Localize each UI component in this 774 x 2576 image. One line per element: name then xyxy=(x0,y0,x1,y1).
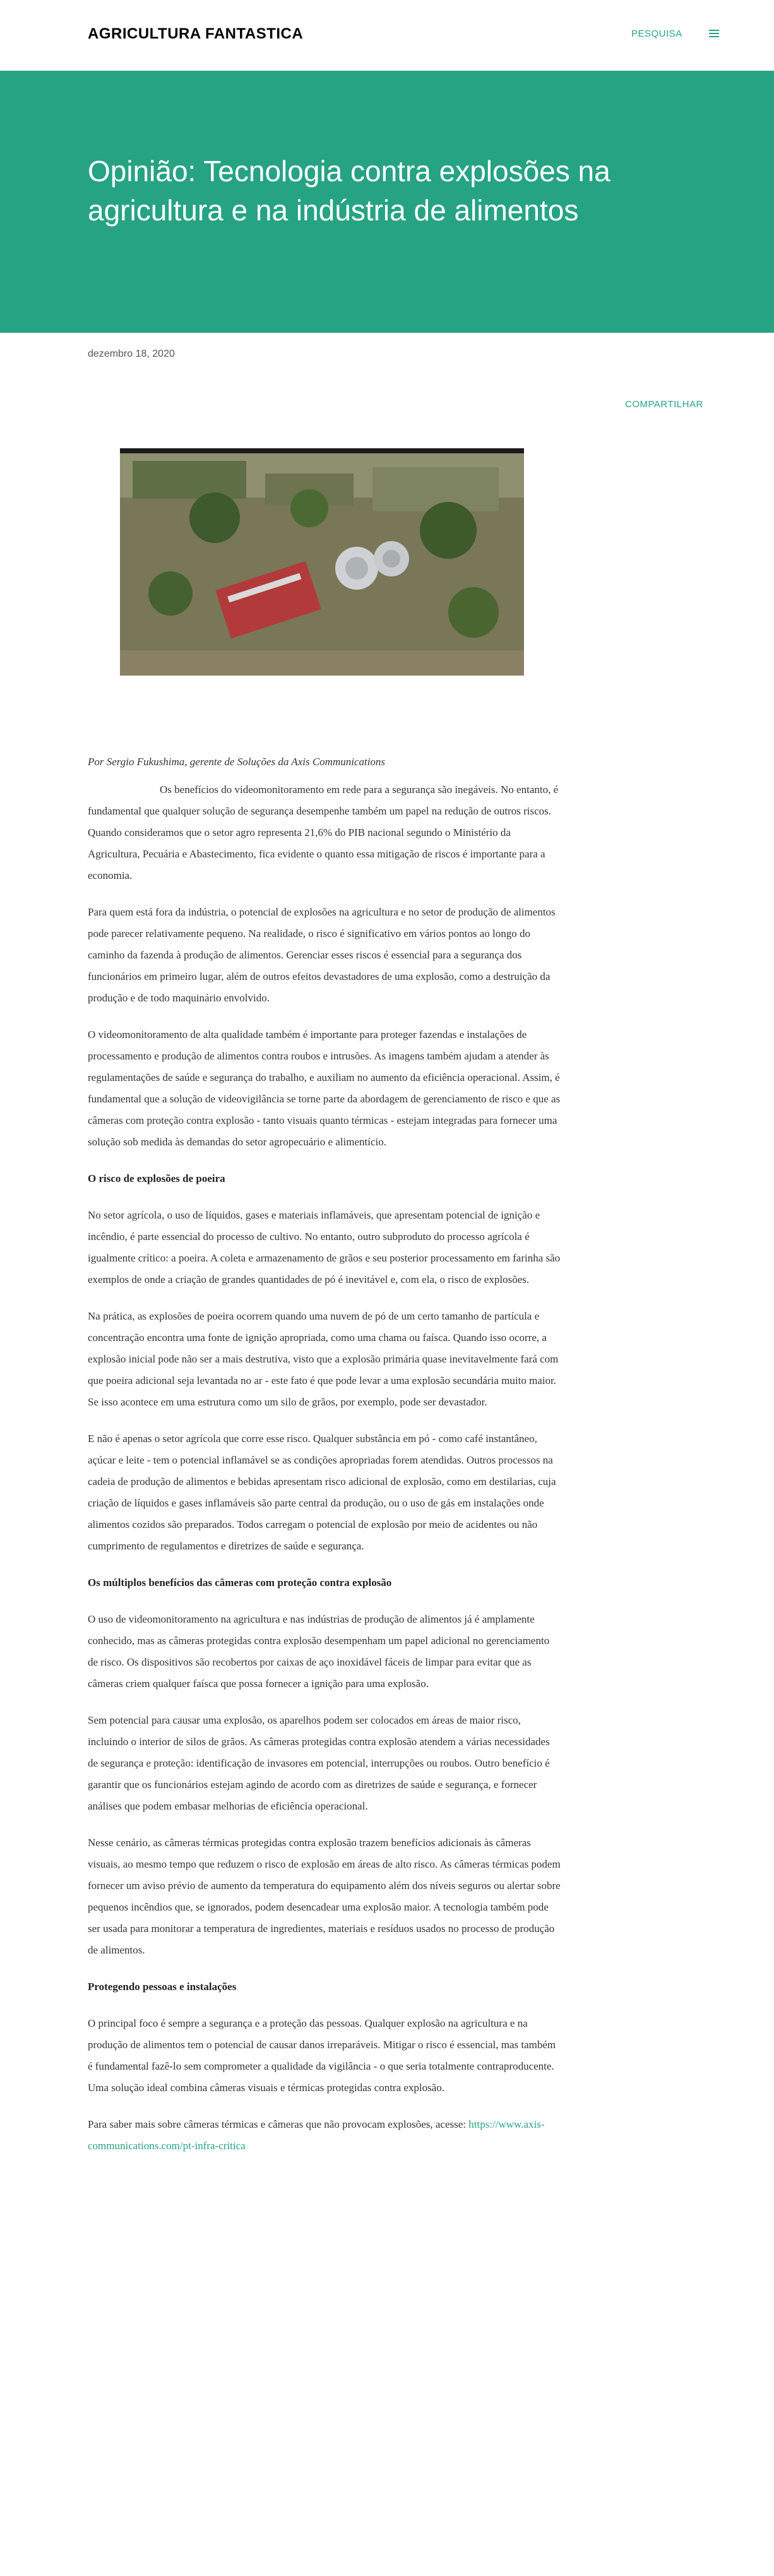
share-button[interactable]: COMPARTILHAR xyxy=(625,399,703,410)
section-heading: Os múltiplos benefícios das câmeras com proteção contra explosão xyxy=(88,1577,392,1589)
site-title[interactable]: AGRICULTURA FANTASTICA xyxy=(88,25,304,42)
article-paragraph: O videomonitoramento de alta qualidade também é importante para proteger fazendas e instalações de processamento e produção de alimentos contra roubos e intrusões. As imagens também ajudam a atender às regulamentações de saúde e segurança do trabalho, e auxiliam no aumento da eficiência operacional. Assim, é fundamental que a solução de videovigilância se torne parte da abordagem de gerenciamento de risco e que as câmeras com proteção contra explosão - tanto visuais quanto térmicas - estejam integradas para fornecer uma solução sob medida às demandas do setor agropecuário e alimentício. xyxy=(88,1029,561,1148)
hamburger-menu-icon[interactable] xyxy=(707,27,721,40)
article-paragraph: O uso de videomonitoramento na agricultura e nas indústrias de produção de alimentos já é amplamente conhecido, mas as câmeras protegidas contra explosão desempenham um papel adicional no gerenciamento de risco. Os dispositivos são recobertos por caixas de aço inoxidável fáceis de limpar para evitar que as câmeras criem qualquer faísca que possa fornecer a ignição para uma explosão. xyxy=(88,1613,550,1690)
article-paragraph: Nesse cenário, as câmeras térmicas protegidas contra explosão trazem benefícios adicionais às câmeras visuais, ao mesmo tempo que reduzem o risco de explosão em áreas de alto risco. As câmeras térmicas podem fornecer um aviso prévio de aumento da temperatura do equipamento além dos níveis seguros ou alertar sobre pequenos incêndios que, se ignorados, podem desencadear uma explosão maior. A tecnologia também pode ser usada para monitorar a temperatura de ingredientes, materiais e resíduos usados no processo de produção de alimentos. xyxy=(88,1837,561,1956)
article-paragraph: Para quem está fora da indústria, o potencial de explosões na agricultura e no setor de produção de alimentos pode parecer relativamente pequeno. Na realidade, o risco é significativo em vários pontos ao longo do caminho da fazenda à produção de alimentos. Gerenciar esses riscos é essencial para a segurança dos funcionários em primeiro lugar, além de outros efeitos devastadores de uma explosão, como a destruição da produção e de todo maquinário envolvido. xyxy=(88,906,556,1004)
post-date: dezembro 18, 2020 xyxy=(88,349,175,359)
top-bar xyxy=(0,0,774,71)
post-header xyxy=(0,71,774,333)
article-body xyxy=(88,751,561,2172)
article-paragraph: Na prática, as explosões de poeira ocorrem quando uma nuvem de pó de um certo tamanho de partícula e concentração encontra uma fonte de ignição apropriada, como uma chama ou faísca. Quando isso ocorre, a explosão inicial pode não ser a mais destrutiva, visto que a explosão primária quase inevitavelmente fará com que poeira adicional seja levantada no ar - este fato é que pode levar a uma explosão secundária muito maior. Se isso acontece em uma estrutura como um silo de grãos, por exemplo, pode ser devastador. xyxy=(88,1310,559,1408)
closing-text: Para saber mais sobre câmeras térmicas e câmeras que não provocam explosões, acesse: xyxy=(88,2118,466,2130)
section-heading: O risco de explosões de poeira xyxy=(88,1172,225,1184)
article-paragraph: Os benefícios do videomonitoramento em rede para a segurança são inegáveis. No entanto, é fundamental que qualquer solução de segurança desempenhe também um papel na redução de outros riscos. Quando consideramos que o setor agro representa 21,6% do PIB nacional segundo o Ministério da Agricultura, Pecuária e Abastecimento, fica evidente o quanto essa mitigação de riscos é importante para a economia. xyxy=(88,784,559,881)
article-paragraph: E não é apenas o setor agrícola que corre esse risco. Qualquer substância em pó - como café instantâneo, açúcar e leite - tem o potencial inflamável se as condições apropriadas forem atendidas. Outros processos na cadeia de produção de alimentos e bebidas apresentam risco adicional de explosão, como em destilarias, cuja criação de líquidos e gases inflamáveis são parte central da produção, ou o uso de gás em instalações onde alimentos cozidos são preparados. Todos carregam o potencial de explosão por meio de acidentes ou não cumprimento de regulamentos e diretrizes de saúde e segurança. xyxy=(88,1433,556,1552)
closing-paragraph xyxy=(88,2114,561,2157)
axis-link[interactable]: https://www.axis-communications.com/pt-infra-critica xyxy=(88,2118,545,2152)
article-paragraph: Sem potencial para causar uma explosão, os aparelhos podem ser colocados em áreas de maior risco, incluindo o interior de silos de grãos. As câmeras protegidas contra explosão atendem a várias necessidades de segurança e proteção: identificação de invasores em potencial, interrupções ou roubos. Outro benefício é garantir que os funcionários estejam agindo de acordo com as diretrizes de saúde e segurança, e fornecer análises que podem embasar melhorias de eficiência operacional. xyxy=(88,1714,550,1812)
search-button[interactable]: PESQUISA xyxy=(631,28,682,39)
farm-aerial-illustration xyxy=(120,448,524,676)
farm-aerial-photo xyxy=(120,448,524,676)
article-byline: Por Sergio Fukushima, gerente de Soluções da Axis Communications xyxy=(88,756,386,768)
article-paragraph: O principal foco é sempre a segurança e a proteção das pessoas. Qualquer explosão na agricultura e na produção de alimentos tem o potencial de causar danos irreparáveis. Mitigar o risco é essencial, mas também é fundamental fazê-lo sem comprometer a qualidade da vigilância - o que seria totalmente contraproducente. Uma solução ideal combina câmeras visuais e térmicas protegidas contra explosão. xyxy=(88,2017,556,2094)
section-heading: Protegendo pessoas e instalações xyxy=(88,1981,237,1993)
article-paragraph: No setor agrícola, o uso de líquidos, gases e materiais inflamáveis, que apresentam potencial de ignição e incêndio, é parte essencial do processo de cultivo. No entanto, outro subproduto do processo agrícola é igualmente crítico: a poeira. A coleta e armazenamento de grãos e seu posterior processamento em farinha são exemplos de onde a criação de grandes quantidades de pó é inevitável e, com ela, o risco de explosões. xyxy=(88,1209,561,1285)
post-title: Opinião: Tecnologia contra explosões na agricultura e na indústria de alimentos xyxy=(88,155,610,227)
